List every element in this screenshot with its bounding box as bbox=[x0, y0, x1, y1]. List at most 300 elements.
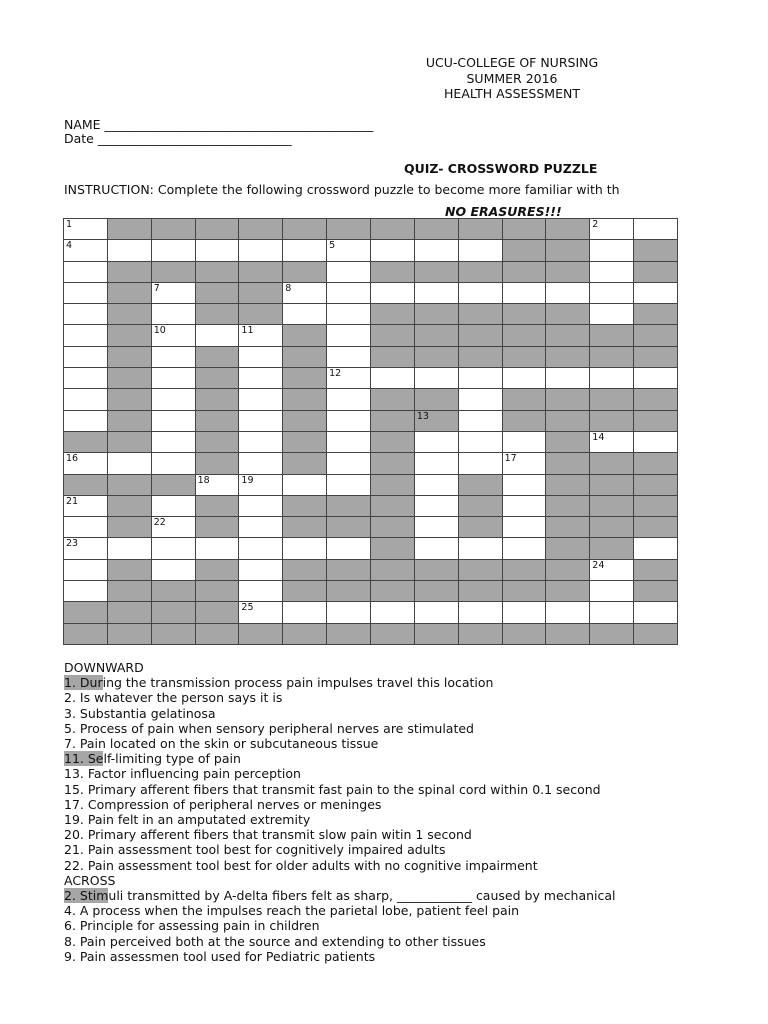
answer-cell[interactable] bbox=[415, 283, 459, 304]
answer-cell[interactable] bbox=[108, 453, 152, 474]
clue-text: 9. Pain assessmen tool used for Pediatric patients bbox=[64, 948, 376, 964]
answer-cell[interactable] bbox=[634, 432, 678, 453]
block-cell bbox=[196, 389, 240, 410]
answer-cell[interactable] bbox=[196, 325, 240, 346]
block-cell bbox=[590, 475, 634, 496]
answer-cell[interactable] bbox=[152, 389, 196, 410]
block-cell bbox=[634, 475, 678, 496]
answer-cell[interactable] bbox=[503, 496, 547, 517]
answer-cell[interactable] bbox=[239, 581, 283, 602]
answer-cell[interactable] bbox=[152, 517, 196, 538]
block-cell bbox=[108, 389, 152, 410]
answer-cell[interactable] bbox=[64, 538, 108, 559]
block-cell bbox=[503, 411, 547, 432]
block-cell bbox=[283, 517, 327, 538]
clue-item bbox=[64, 827, 704, 842]
block-cell bbox=[371, 475, 415, 496]
answer-cell[interactable] bbox=[459, 432, 503, 453]
block-cell bbox=[546, 517, 590, 538]
answer-cell[interactable] bbox=[196, 475, 240, 496]
block-cell bbox=[283, 411, 327, 432]
block-cell bbox=[371, 496, 415, 517]
clue-item bbox=[64, 888, 704, 903]
block-cell bbox=[239, 262, 283, 283]
block-cell bbox=[108, 475, 152, 496]
answer-cell[interactable] bbox=[108, 240, 152, 261]
answer-cell[interactable] bbox=[64, 517, 108, 538]
answer-cell[interactable] bbox=[239, 538, 283, 559]
block-cell bbox=[108, 602, 152, 623]
clue-text: 15. Primary afferent fibers that transmit fast pain to the spinal cord within 0.1 second bbox=[64, 781, 601, 797]
answer-cell[interactable] bbox=[64, 304, 108, 325]
block-cell bbox=[546, 389, 590, 410]
answer-cell[interactable] bbox=[152, 325, 196, 346]
answer-cell[interactable] bbox=[196, 240, 240, 261]
answer-cell[interactable] bbox=[327, 432, 371, 453]
block-cell bbox=[196, 283, 240, 304]
block-cell bbox=[327, 219, 371, 240]
answer-cell[interactable] bbox=[590, 432, 634, 453]
answer-cell[interactable] bbox=[459, 283, 503, 304]
block-cell bbox=[546, 453, 590, 474]
block-cell bbox=[503, 389, 547, 410]
block-cell bbox=[152, 219, 196, 240]
block-cell bbox=[415, 325, 459, 346]
answer-cell[interactable] bbox=[327, 262, 371, 283]
block-cell bbox=[196, 581, 240, 602]
answer-cell[interactable] bbox=[152, 347, 196, 368]
clue-text: 13. Factor influencing pain perception bbox=[64, 766, 301, 782]
block-cell bbox=[196, 304, 240, 325]
block-cell bbox=[415, 262, 459, 283]
clue-list bbox=[64, 660, 704, 964]
quiz-title: QUIZ- CROSSWORD PUZZLE bbox=[404, 161, 598, 176]
clue-item bbox=[64, 690, 704, 705]
block-cell bbox=[283, 453, 327, 474]
clue-item bbox=[64, 751, 704, 766]
answer-cell[interactable] bbox=[634, 368, 678, 389]
term: SUMMER 2016 bbox=[466, 70, 558, 86]
answer-cell[interactable] bbox=[634, 283, 678, 304]
clue-number: 13 bbox=[416, 410, 429, 422]
clue-item bbox=[64, 797, 704, 812]
block-cell bbox=[64, 432, 108, 453]
answer-cell[interactable] bbox=[327, 602, 371, 623]
block-cell bbox=[415, 304, 459, 325]
answer-cell[interactable] bbox=[64, 219, 108, 240]
clue-item bbox=[64, 706, 704, 721]
block-cell bbox=[196, 624, 240, 645]
answer-cell[interactable] bbox=[64, 411, 108, 432]
answer-cell[interactable] bbox=[459, 368, 503, 389]
block-cell bbox=[590, 325, 634, 346]
answer-cell[interactable] bbox=[459, 240, 503, 261]
clue-text: 7. Pain located on the skin or subcutaneous tissue bbox=[64, 736, 379, 752]
block-cell bbox=[503, 624, 547, 645]
answer-cell[interactable] bbox=[239, 240, 283, 261]
block-cell bbox=[108, 325, 152, 346]
answer-cell[interactable] bbox=[152, 432, 196, 453]
clue-item bbox=[64, 934, 704, 949]
block-cell bbox=[459, 560, 503, 581]
block-cell bbox=[239, 283, 283, 304]
answer-cell[interactable] bbox=[64, 581, 108, 602]
clue-number: 8 bbox=[285, 282, 292, 294]
block-cell bbox=[546, 262, 590, 283]
clue-number: 7 bbox=[153, 282, 160, 294]
block-cell bbox=[283, 347, 327, 368]
answer-cell[interactable] bbox=[108, 538, 152, 559]
answer-cell[interactable] bbox=[590, 219, 634, 240]
institution-name: UCU-COLLEGE OF NURSING bbox=[425, 55, 599, 70]
block-cell bbox=[64, 475, 108, 496]
block-cell bbox=[196, 347, 240, 368]
answer-cell[interactable] bbox=[64, 262, 108, 283]
answer-cell[interactable] bbox=[327, 283, 371, 304]
answer-cell[interactable] bbox=[503, 283, 547, 304]
block-cell bbox=[327, 517, 371, 538]
clue-number: 24 bbox=[592, 559, 605, 571]
block-cell bbox=[108, 304, 152, 325]
answer-cell[interactable] bbox=[546, 283, 590, 304]
answer-cell[interactable] bbox=[503, 538, 547, 559]
block-cell bbox=[546, 347, 590, 368]
block-cell bbox=[634, 389, 678, 410]
block-cell bbox=[459, 581, 503, 602]
answer-cell[interactable] bbox=[371, 240, 415, 261]
clue-text: 20. Primary afferent fibers that transmit slow pain witin 1 second bbox=[64, 827, 472, 843]
block-cell bbox=[546, 581, 590, 602]
answer-cell[interactable] bbox=[459, 602, 503, 623]
block-cell bbox=[371, 262, 415, 283]
block-cell bbox=[459, 517, 503, 538]
block-cell bbox=[327, 624, 371, 645]
block-cell bbox=[283, 560, 327, 581]
answer-cell[interactable] bbox=[239, 325, 283, 346]
block-cell bbox=[239, 304, 283, 325]
answer-cell[interactable] bbox=[327, 240, 371, 261]
answer-cell[interactable] bbox=[590, 368, 634, 389]
clue-text: 6. Principle for assessing pain in children bbox=[64, 918, 320, 934]
answer-cell[interactable] bbox=[64, 325, 108, 346]
answer-cell[interactable] bbox=[415, 368, 459, 389]
clue-text: 5. Process of pain when sensory peripheral nerves are stimulated bbox=[64, 720, 474, 736]
block-cell bbox=[239, 219, 283, 240]
answer-cell[interactable] bbox=[196, 538, 240, 559]
clue-number: 21 bbox=[66, 495, 79, 507]
block-cell bbox=[590, 389, 634, 410]
block-cell bbox=[196, 262, 240, 283]
clue-text: uli transmitted by A-delta fibers felt as sharp, ____________ caused by mechanical bbox=[108, 888, 616, 904]
block-cell bbox=[459, 325, 503, 346]
answer-cell[interactable] bbox=[503, 432, 547, 453]
block-cell bbox=[590, 496, 634, 517]
clue-number: 10 bbox=[153, 325, 166, 337]
answer-cell[interactable] bbox=[152, 240, 196, 261]
answer-cell[interactable] bbox=[503, 453, 547, 474]
block-cell bbox=[108, 283, 152, 304]
block-cell bbox=[283, 432, 327, 453]
answer-cell[interactable] bbox=[64, 283, 108, 304]
block-cell bbox=[152, 581, 196, 602]
block-cell bbox=[503, 304, 547, 325]
block-cell bbox=[371, 347, 415, 368]
answer-cell[interactable] bbox=[327, 304, 371, 325]
answer-cell[interactable] bbox=[459, 389, 503, 410]
answer-cell[interactable] bbox=[152, 304, 196, 325]
block-cell bbox=[503, 325, 547, 346]
clue-number: 1 bbox=[66, 219, 73, 230]
date-field[interactable]: Date _______________________________ bbox=[64, 131, 292, 146]
answer-cell[interactable] bbox=[503, 602, 547, 623]
answer-cell[interactable] bbox=[459, 538, 503, 559]
block-cell bbox=[108, 368, 152, 389]
block-cell bbox=[196, 432, 240, 453]
block-cell bbox=[459, 347, 503, 368]
block-cell bbox=[459, 496, 503, 517]
clue-text: 22. Pain assessment tool best for older adults with no cognitive impairment bbox=[64, 857, 538, 873]
answer-cell[interactable] bbox=[283, 475, 327, 496]
instruction-text: INSTRUCTION: Complete the following crossword puzzle to become more familiar with th bbox=[64, 182, 620, 197]
answer-cell[interactable] bbox=[546, 368, 590, 389]
clue-item bbox=[64, 721, 704, 736]
block-cell bbox=[459, 304, 503, 325]
clue-number: 14 bbox=[592, 431, 605, 443]
block-cell bbox=[283, 368, 327, 389]
answer-cell[interactable] bbox=[327, 325, 371, 346]
block-cell bbox=[371, 517, 415, 538]
answer-cell[interactable] bbox=[590, 560, 634, 581]
block-cell bbox=[546, 240, 590, 261]
block-cell bbox=[546, 304, 590, 325]
answer-cell[interactable] bbox=[239, 475, 283, 496]
block-cell bbox=[152, 602, 196, 623]
answer-cell[interactable] bbox=[371, 283, 415, 304]
answer-cell[interactable] bbox=[283, 602, 327, 623]
block-cell bbox=[371, 624, 415, 645]
answer-cell[interactable] bbox=[634, 219, 678, 240]
block-cell bbox=[239, 624, 283, 645]
clue-number: 11 bbox=[241, 325, 254, 337]
block-cell bbox=[371, 219, 415, 240]
clue-item bbox=[64, 903, 704, 918]
block-cell bbox=[371, 389, 415, 410]
clue-text: 2. Is whatever the person says it is bbox=[64, 690, 283, 706]
answer-cell[interactable] bbox=[503, 517, 547, 538]
answer-cell[interactable] bbox=[634, 602, 678, 623]
block-cell bbox=[108, 432, 152, 453]
block-cell bbox=[634, 624, 678, 645]
clue-item bbox=[64, 842, 704, 857]
block-cell bbox=[634, 347, 678, 368]
answer-cell[interactable] bbox=[239, 496, 283, 517]
block-cell bbox=[108, 219, 152, 240]
answer-cell[interactable] bbox=[590, 262, 634, 283]
answer-cell[interactable] bbox=[371, 602, 415, 623]
across-clues bbox=[64, 888, 704, 964]
block-cell bbox=[590, 538, 634, 559]
answer-cell[interactable] bbox=[415, 475, 459, 496]
clue-item bbox=[64, 675, 704, 690]
answer-cell[interactable] bbox=[239, 432, 283, 453]
answer-cell[interactable] bbox=[415, 538, 459, 559]
answer-cell[interactable] bbox=[327, 538, 371, 559]
answer-cell[interactable] bbox=[152, 368, 196, 389]
answer-cell[interactable] bbox=[283, 538, 327, 559]
answer-cell[interactable] bbox=[64, 560, 108, 581]
clue-item bbox=[64, 736, 704, 751]
answer-cell[interactable] bbox=[503, 475, 547, 496]
clue-item bbox=[64, 858, 704, 873]
answer-cell[interactable] bbox=[64, 368, 108, 389]
block-cell bbox=[108, 262, 152, 283]
answer-cell[interactable] bbox=[64, 496, 108, 517]
clue-number: 4 bbox=[66, 240, 73, 252]
block-cell bbox=[327, 496, 371, 517]
answer-cell[interactable] bbox=[152, 560, 196, 581]
answer-cell[interactable] bbox=[239, 602, 283, 623]
block-cell bbox=[371, 538, 415, 559]
block-cell bbox=[634, 325, 678, 346]
answer-cell[interactable] bbox=[152, 411, 196, 432]
no-erasures-warning: NO ERASURES!!! bbox=[445, 204, 562, 219]
block-cell bbox=[546, 411, 590, 432]
block-cell bbox=[503, 560, 547, 581]
answer-cell[interactable] bbox=[152, 538, 196, 559]
block-cell bbox=[503, 581, 547, 602]
block-cell bbox=[108, 411, 152, 432]
answer-cell[interactable] bbox=[546, 602, 590, 623]
answer-cell[interactable] bbox=[590, 283, 634, 304]
answer-cell[interactable] bbox=[283, 240, 327, 261]
answer-cell[interactable] bbox=[415, 517, 459, 538]
answer-cell[interactable] bbox=[152, 283, 196, 304]
answer-cell[interactable] bbox=[415, 496, 459, 517]
highlighted-clue-text: 11. Se bbox=[64, 751, 104, 767]
clue-text: 8. Pain perceived both at the source and extending to other tissues bbox=[64, 933, 486, 949]
answer-cell[interactable] bbox=[64, 453, 108, 474]
block-cell bbox=[283, 581, 327, 602]
answer-cell[interactable] bbox=[415, 602, 459, 623]
answer-cell[interactable] bbox=[283, 304, 327, 325]
answer-cell[interactable] bbox=[415, 453, 459, 474]
clue-number: 5 bbox=[329, 240, 336, 252]
block-cell bbox=[415, 389, 459, 410]
answer-cell[interactable] bbox=[459, 411, 503, 432]
clue-item bbox=[64, 918, 704, 933]
answer-cell[interactable] bbox=[239, 389, 283, 410]
block-cell bbox=[459, 262, 503, 283]
answer-cell[interactable] bbox=[327, 389, 371, 410]
course-name: HEALTH ASSESSMENT bbox=[444, 86, 580, 101]
answer-cell[interactable] bbox=[239, 453, 283, 474]
block-cell bbox=[327, 560, 371, 581]
answer-cell[interactable] bbox=[327, 475, 371, 496]
answer-cell[interactable] bbox=[64, 240, 108, 261]
clue-text: ing the transmission process pain impulses travel this location bbox=[102, 675, 494, 691]
answer-cell[interactable] bbox=[371, 368, 415, 389]
block-cell bbox=[152, 475, 196, 496]
block-cell bbox=[546, 219, 590, 240]
answer-cell[interactable] bbox=[327, 411, 371, 432]
crossword-grid bbox=[63, 218, 678, 645]
block-cell bbox=[459, 219, 503, 240]
downward-clues bbox=[64, 675, 704, 873]
answer-cell[interactable] bbox=[239, 411, 283, 432]
downward-heading: DOWNWARD bbox=[64, 660, 144, 675]
block-cell bbox=[634, 581, 678, 602]
block-cell bbox=[196, 453, 240, 474]
answer-cell[interactable] bbox=[239, 347, 283, 368]
answer-cell[interactable] bbox=[590, 240, 634, 261]
block-cell bbox=[415, 624, 459, 645]
block-cell bbox=[503, 240, 547, 261]
block-cell bbox=[64, 624, 108, 645]
answer-cell[interactable] bbox=[459, 453, 503, 474]
block-cell bbox=[415, 411, 459, 432]
block-cell bbox=[283, 389, 327, 410]
clue-number: 12 bbox=[329, 368, 342, 380]
block-cell bbox=[546, 624, 590, 645]
answer-cell[interactable] bbox=[590, 581, 634, 602]
block-cell bbox=[371, 453, 415, 474]
clue-number: 18 bbox=[197, 474, 210, 486]
clue-text: 4. A process when the impulses reach the parietal lobe, patient feel pain bbox=[64, 903, 520, 919]
answer-cell[interactable] bbox=[503, 368, 547, 389]
block-cell bbox=[196, 219, 240, 240]
clue-number: 2 bbox=[592, 219, 599, 230]
name-field[interactable]: NAME ___________________________________________ bbox=[64, 117, 374, 132]
block-cell bbox=[634, 411, 678, 432]
answer-cell[interactable] bbox=[283, 283, 327, 304]
answer-cell[interactable] bbox=[239, 560, 283, 581]
answer-cell[interactable] bbox=[64, 347, 108, 368]
answer-cell[interactable] bbox=[415, 432, 459, 453]
clue-number: 17 bbox=[504, 453, 517, 465]
block-cell bbox=[634, 304, 678, 325]
block-cell bbox=[108, 496, 152, 517]
answer-cell[interactable] bbox=[239, 368, 283, 389]
block-cell bbox=[108, 624, 152, 645]
answer-cell[interactable] bbox=[590, 304, 634, 325]
block-cell bbox=[546, 325, 590, 346]
answer-cell[interactable] bbox=[327, 453, 371, 474]
clue-number: 19 bbox=[241, 474, 254, 486]
block-cell bbox=[283, 219, 327, 240]
block-cell bbox=[327, 581, 371, 602]
answer-cell[interactable] bbox=[590, 602, 634, 623]
answer-cell[interactable] bbox=[415, 240, 459, 261]
block-cell bbox=[371, 411, 415, 432]
block-cell bbox=[634, 496, 678, 517]
block-cell bbox=[371, 304, 415, 325]
block-cell bbox=[546, 475, 590, 496]
document-header bbox=[390, 55, 634, 102]
clue-item bbox=[64, 782, 704, 797]
answer-cell[interactable] bbox=[634, 538, 678, 559]
block-cell bbox=[459, 475, 503, 496]
answer-cell[interactable] bbox=[327, 368, 371, 389]
answer-cell[interactable] bbox=[64, 389, 108, 410]
answer-cell[interactable] bbox=[327, 347, 371, 368]
answer-cell[interactable] bbox=[152, 496, 196, 517]
clue-text: 21. Pain assessment tool best for cognitively impaired adults bbox=[64, 842, 446, 858]
highlighted-clue-text: 1. Dur bbox=[64, 675, 103, 691]
clue-number: 23 bbox=[66, 538, 79, 550]
block-cell bbox=[283, 325, 327, 346]
answer-cell[interactable] bbox=[239, 517, 283, 538]
answer-cell[interactable] bbox=[152, 453, 196, 474]
